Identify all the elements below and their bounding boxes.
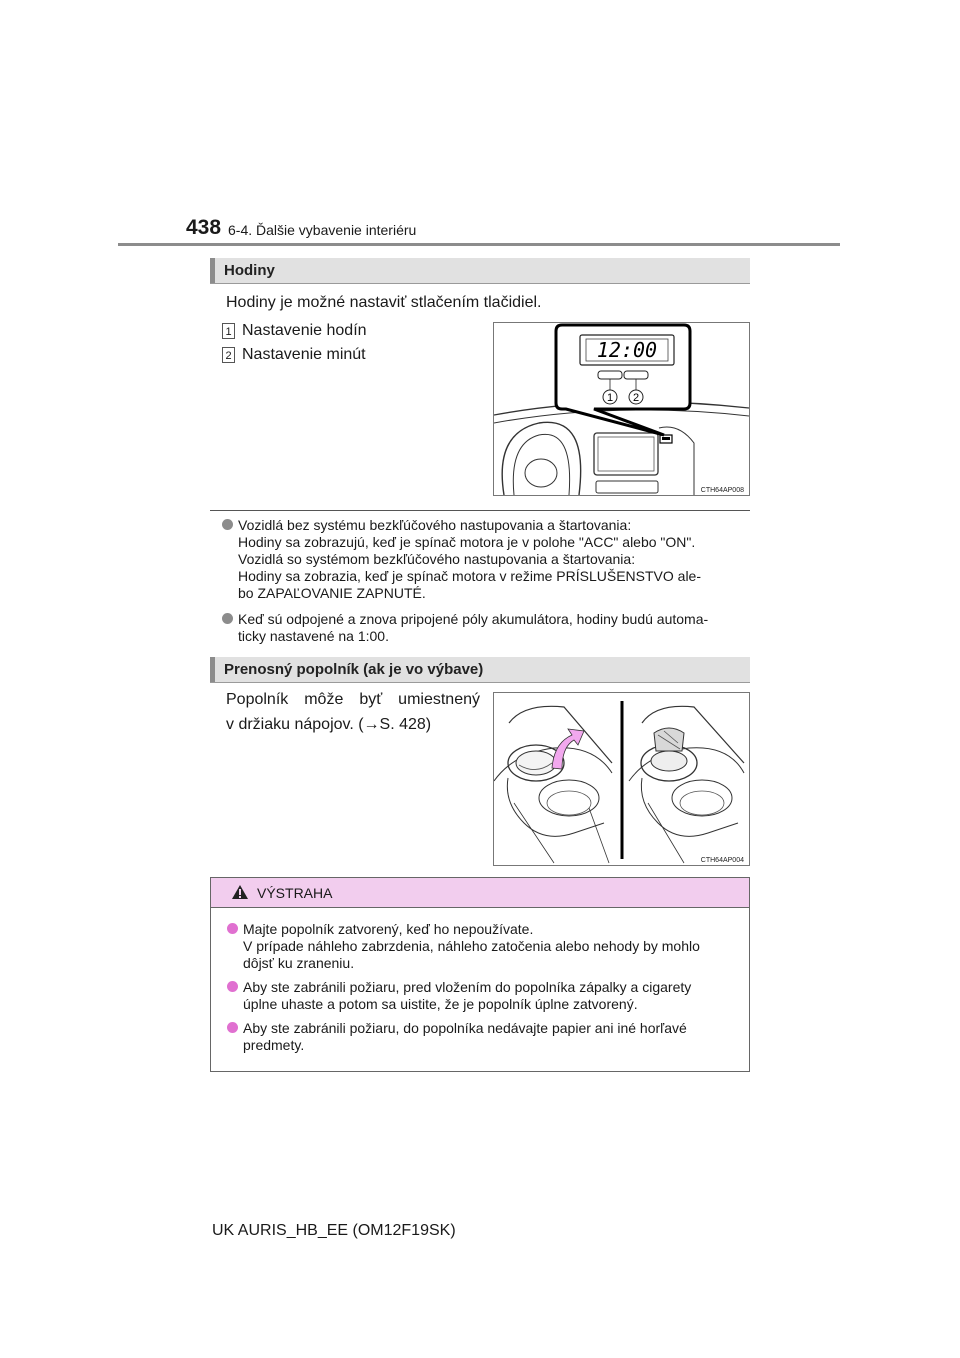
clock-display-text: 12:00 bbox=[596, 338, 658, 362]
warning-header bbox=[211, 878, 749, 908]
section-reference: 6-4. Ďalšie vybavenie interiéru bbox=[228, 222, 417, 238]
heading-accent bbox=[210, 657, 215, 682]
ashtray-figure bbox=[493, 692, 750, 866]
dashboard-clock-illustration bbox=[494, 323, 749, 495]
clock-note-1 bbox=[222, 517, 750, 602]
clock-section-title: Hodiny bbox=[224, 262, 275, 279]
note-line: bo ZAPAĽOVANIE ZAPNUTÉ. bbox=[238, 585, 426, 601]
clock-section-heading bbox=[210, 258, 750, 284]
figure-code: CTH64AP004 bbox=[700, 857, 744, 864]
footer-model-code: UK AURIS_HB_EE (OM12F19SK) bbox=[212, 1222, 456, 1239]
item-number-badge: 2 bbox=[222, 347, 235, 363]
clock-item-minutes bbox=[222, 343, 482, 367]
warning-triangle-icon bbox=[231, 884, 249, 900]
header-rule bbox=[118, 243, 840, 246]
ashtray-text-line1: Popolník môže byť umiestnený bbox=[226, 691, 480, 708]
ashtray-section-title: Prenosný popolník (ak je vo výbave) bbox=[224, 661, 484, 678]
warning-item-1 bbox=[227, 921, 743, 972]
item-label: Nastavenie minút bbox=[242, 346, 366, 363]
ashtray-illustration bbox=[494, 693, 749, 865]
clock-item-hours bbox=[222, 319, 482, 343]
clock-note-2 bbox=[222, 611, 750, 645]
ashtray-section-heading bbox=[210, 657, 750, 683]
ashtray-text-line2 bbox=[226, 713, 431, 737]
warning-bullet-icon bbox=[227, 923, 238, 934]
page-reference-link[interactable]: S. 428) bbox=[379, 716, 432, 733]
note-bullet-icon bbox=[222, 613, 233, 624]
warning-item-3 bbox=[227, 1020, 743, 1054]
section-divider bbox=[210, 510, 750, 511]
ashtray-text-part: v držiaku nápojov. ( bbox=[226, 716, 364, 733]
note-line: Vozidlá bez systému bezkľúčového nastupovania a štartovania: bbox=[238, 517, 632, 533]
note-line: Hodiny sa zobrazujú, keď je spínač motora je v polohe "ACC" alebo "ON". bbox=[238, 534, 696, 550]
note-bullet-icon bbox=[222, 519, 233, 530]
callout-number: 1 bbox=[606, 392, 614, 404]
warning-line: V prípade náhleho zabrzdenia, náhleho zatočenia alebo nehody by mohlo bbox=[243, 938, 700, 954]
warning-item-2 bbox=[227, 979, 743, 1013]
page-number: 438 bbox=[186, 216, 222, 239]
warning-line: Aby ste zabránili požiaru, pred vložením do popolníka zápalky a cigarety bbox=[243, 979, 692, 995]
heading-accent bbox=[210, 258, 215, 283]
note-line: Hodiny sa zobrazia, keď je spínač motora v režime PRÍSLUŠENSTVO ale- bbox=[238, 568, 702, 584]
clock-figure bbox=[493, 322, 750, 496]
note-line: ticky nastavené na 1:00. bbox=[238, 628, 389, 644]
clock-intro-text: Hodiny je možné nastaviť stlačením tlačidiel. bbox=[226, 294, 542, 311]
warning-line: predmety. bbox=[243, 1037, 305, 1053]
arrow-icon: → bbox=[363, 716, 380, 733]
warning-line: Aby ste zabránili požiaru, do popolníka nedávajte papier ani iné horľavé bbox=[243, 1020, 687, 1036]
warning-box bbox=[210, 877, 750, 1072]
item-number-badge: 1 bbox=[222, 323, 235, 339]
warning-bullet-icon bbox=[227, 1022, 238, 1033]
warning-line: úplne uhaste a potom sa uistite, že je popolník úplne zatvorený. bbox=[243, 996, 638, 1012]
figure-code: CTH64AP008 bbox=[700, 487, 744, 494]
callout-number: 2 bbox=[632, 392, 640, 404]
warning-line: dôjsť ku zraneniu. bbox=[243, 955, 355, 971]
note-line: Vozidlá so systémom bezkľúčového nastupovania a štartovania: bbox=[238, 551, 636, 567]
item-label: Nastavenie hodín bbox=[242, 322, 367, 339]
warning-title: VÝSTRAHA bbox=[257, 885, 333, 901]
warning-line: Majte popolník zatvorený, keď ho nepoužívate. bbox=[243, 921, 534, 937]
note-line: Keď sú odpojené a znova pripojené póly akumulátora, hodiny budú automa- bbox=[238, 611, 709, 627]
warning-bullet-icon bbox=[227, 981, 238, 992]
